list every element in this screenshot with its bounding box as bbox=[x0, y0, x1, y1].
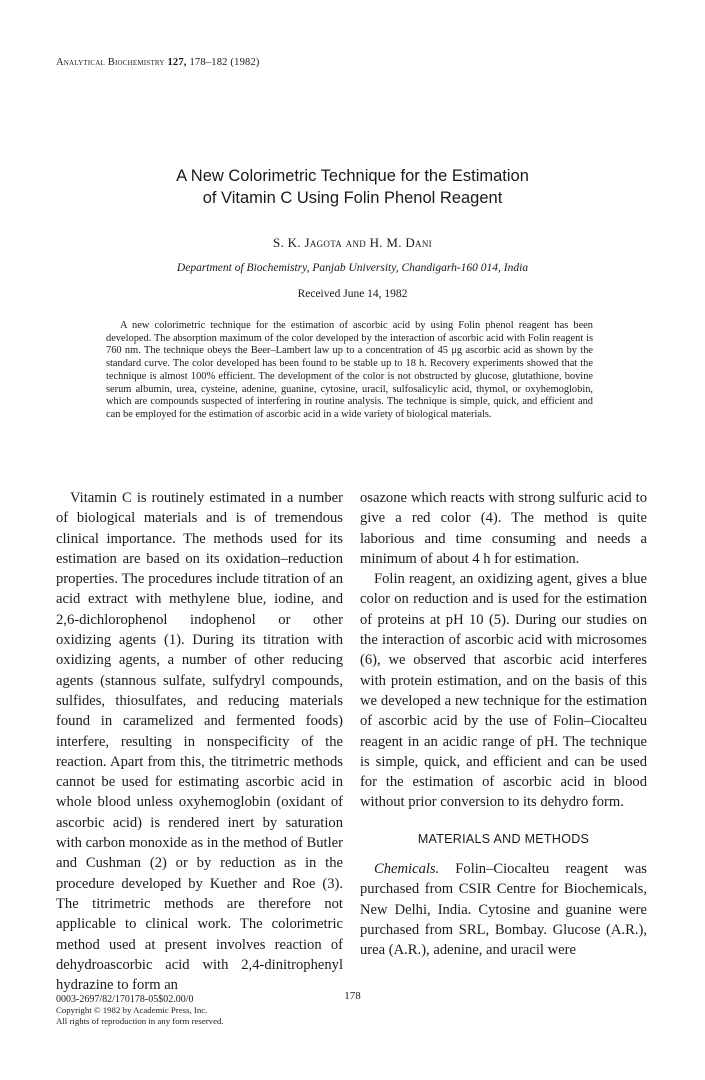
chemicals-text: Folin–Ciocalteu reagent was purchased from CSIR Centre for Biochemicals, New Delhi, India. Cytosine and guanine were purchased from SRL, Bombay. Glucose (A.R.), urea (A.R.), adenine, and uracil were bbox=[360, 861, 647, 959]
abstract-text: A new colorimetric technique for the estimation of ascorbic acid by using Folin phenol reagent has been developed. The absorption maximum of the color developed by the interaction of ascorbic acid with Folin reagent is 760 nm. The technique obeys the Beer–Lambert law up to a concentration of 45 μg ascorbic acid as shown by the standard curve. The color developed has been found to be stable up to 18 h. Recovery experiments showed that the technique is almost 100% efficient. The development of the color is not obstructed by glucose, glutathione, bovine serum albumin, urea, cysteine, adenine, guanine, cytosine, uracil, sulfosalicylic acid, thymol, or oxyhemoglobin, which are compounds suspected of interfering in routine analysis. The technique is simple, quick, and efficient and can be employed for the estimation of ascorbic acid in a wide variety of biological materials. bbox=[106, 320, 593, 420]
page-number: 178 bbox=[344, 990, 361, 1002]
abstract bbox=[106, 320, 593, 422]
authors: S. K. Jagota and H. M. Dani bbox=[273, 235, 432, 250]
title-line-2: of Vitamin C Using Folin Phenol Reagent bbox=[202, 189, 503, 207]
intro-paragraph-2: Folin reagent, an oxidizing agent, gives a blue color on reduction and is used for the estimation of proteins at pH 10 (5). During our studies on the interaction of ascorbic acid with microsomes (6), we observed that ascorbic acid interferes with protein estimation, and on the basis of this we developed a new technique for the estimation of ascorbic acid by the use of Folin–Ciocalteu reagent in an acidic range of pH. The technique is simple, quick, and efficient and can be used for the estimation of ascorbic acid in blood without prior conversion to its dehydro form. bbox=[360, 571, 647, 811]
section-heading: MATERIALS AND METHODS bbox=[417, 831, 590, 846]
body-right-column bbox=[360, 488, 647, 961]
footer bbox=[56, 994, 224, 1027]
received-date: Received June 14, 1982 bbox=[297, 288, 408, 300]
footer-code: 0003-2697/82/170178-05$02.00/0 bbox=[56, 994, 194, 1005]
journal-volume: 127, bbox=[167, 57, 187, 68]
running-head bbox=[56, 57, 260, 68]
affiliation: Department of Biochemistry, Panjab University, Chandigarh-160 014, India bbox=[176, 262, 529, 274]
footer-copyright: Copyright © 1982 by Academic Press, Inc. bbox=[56, 1005, 208, 1015]
intro-paragraph-1-continued: osazone which reacts with strong sulfuric acid to give a red color (4). The method is quite laborious and time consuming and needs a minimum of about 4 h for estimation. bbox=[360, 490, 647, 567]
article-title bbox=[60, 165, 645, 209]
intro-paragraph-1: Vitamin C is routinely estimated in a number of biological materials and is of tremendous clinical importance. The methods used for its estimation are based on its oxidation–reduction properties. The procedures include titration of an acid extract with methylene blue, iodine, and 2,6-dichlorophenol indophenol or other oxidizing agents (1). During its titration with oxidizing agents, a number of other reducing agents (stannous sulfate, sulfydryl compounds, sulfides, thiosulfates, and reducing materials found in caramelized and fermented foods) interfere, resulting in nonspecificity of the reaction. Apart from this, the titrimetric methods cannot be used for estimating ascorbic acid in whole blood unless oxyhemoglobin (oxidant of ascorbic acid) is rendered inert by saturation with carbon monoxide as in the method of Butler and Cushman (2) or by reduction as in the procedure developed by Kuether and Roe (3). The titrimetric methods are therefore not applicable to clinical work. The colorimetric method used at present involves reaction of dehydroascorbic acid with 2,4-dinitrophenyl hydrazine to form an bbox=[56, 490, 343, 994]
title-line-1: A New Colorimetric Technique for the Estimation bbox=[176, 167, 529, 185]
footer-rights: All rights of reproduction in any form reserved. bbox=[56, 1016, 224, 1026]
body-left-column bbox=[56, 488, 343, 995]
chemicals-paragraph bbox=[360, 859, 647, 960]
chemicals-runin-heading: Chemicals. bbox=[374, 861, 440, 878]
journal-pages-year: 178–182 (1982) bbox=[189, 57, 260, 68]
journal-name: Analytical Biochemistry bbox=[56, 57, 165, 68]
